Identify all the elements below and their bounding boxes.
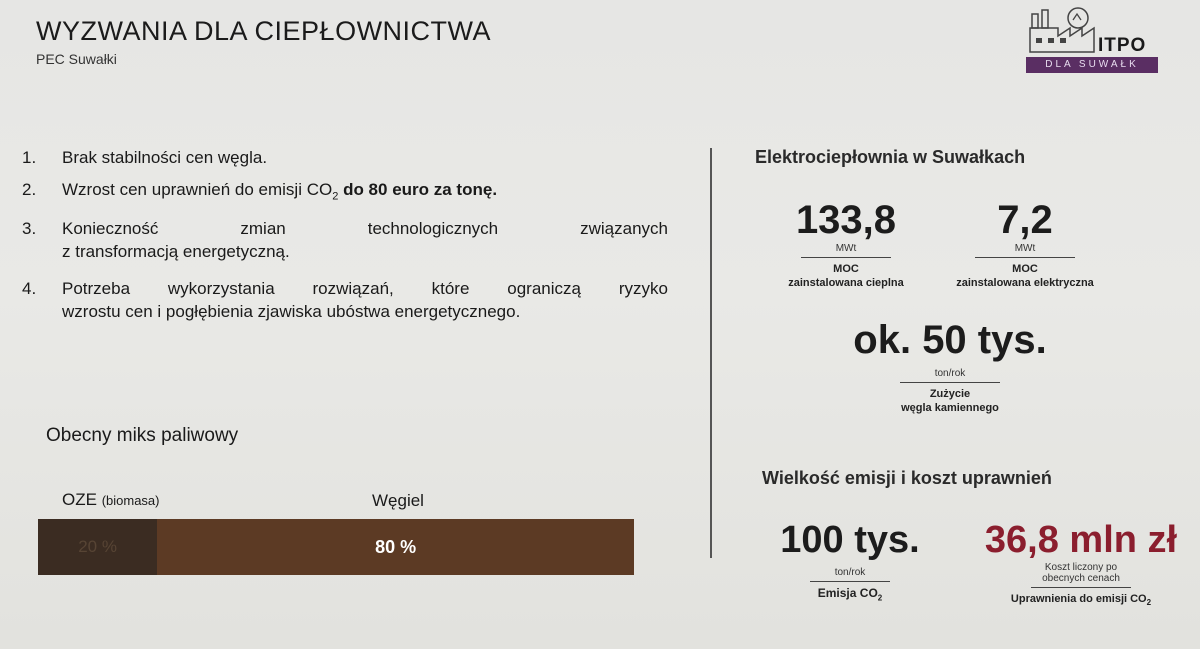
list-item: 2. Wzrost cen uprawnień do emisji $CO_2$ do 80 euro za tonę. [22, 180, 498, 203]
plant-title: Elektrociepłownia w Suwałkach [755, 147, 1026, 167]
page-subtitle: PEC Suwałki [36, 51, 117, 67]
emissions-title: Wielkość emisji i koszt uprawnień [762, 468, 1052, 488]
electric-capacity-stat: 7,2 MWt MOC zainstalowana elektryczna [940, 200, 1110, 290]
list-item: 3. Konieczność zmian technologicznych związanych z transformacją energetyczną. [22, 219, 668, 262]
cost-stat: 36,8 mln zł Koszt liczony po obecnych cenach Uprawnienia do emisji $CO_2$ [970, 521, 1192, 610]
page-title: WYZWANIA DLA CIEPŁOWNICTWA [36, 16, 492, 46]
emission-stat: 100 tys. ton/rok Emisja $CO_2$ [760, 521, 940, 605]
list-item: 1. Brak stabilności cen węgla. [22, 148, 268, 167]
coal-label: Węgiel [372, 491, 424, 510]
challenges-list [18, 146, 668, 332]
cost-value: 36,8 mln zł [984, 519, 1178, 561]
fuel-mix-bar [38, 519, 634, 575]
electric-capacity-value: 7,2 [997, 198, 1053, 242]
emission-value: 100 tys. [780, 519, 920, 561]
heat-capacity-value: 133,8 [795, 198, 897, 242]
logo-name: ITPO [1098, 35, 1147, 56]
oze-label: OZE (biomasa) [62, 490, 160, 509]
logo-tagline: DLA SUWAŁK [1026, 57, 1158, 73]
vertical-divider [710, 148, 712, 558]
fuel-mix-title: Obecny miks paliwowy [46, 425, 239, 446]
heat-capacity-stat: 133,8 MWt MOC zainstalowana cieplna [766, 200, 926, 290]
oze-segment: 20 % [38, 519, 157, 575]
list-item: 4. Potrzeba wykorzystania rozwiązań, które ograniczą ryzyko wzrostu cen i pogłębienia zjawiska ubóstwa energetycznego. [22, 279, 668, 322]
coal-usage-stat: ok. 50 tys. ton/rok Zużycie węgla kamiennego [820, 320, 1080, 415]
coal-segment: 80 % [157, 519, 634, 575]
coal-usage-value: ok. 50 tys. [853, 318, 1047, 362]
